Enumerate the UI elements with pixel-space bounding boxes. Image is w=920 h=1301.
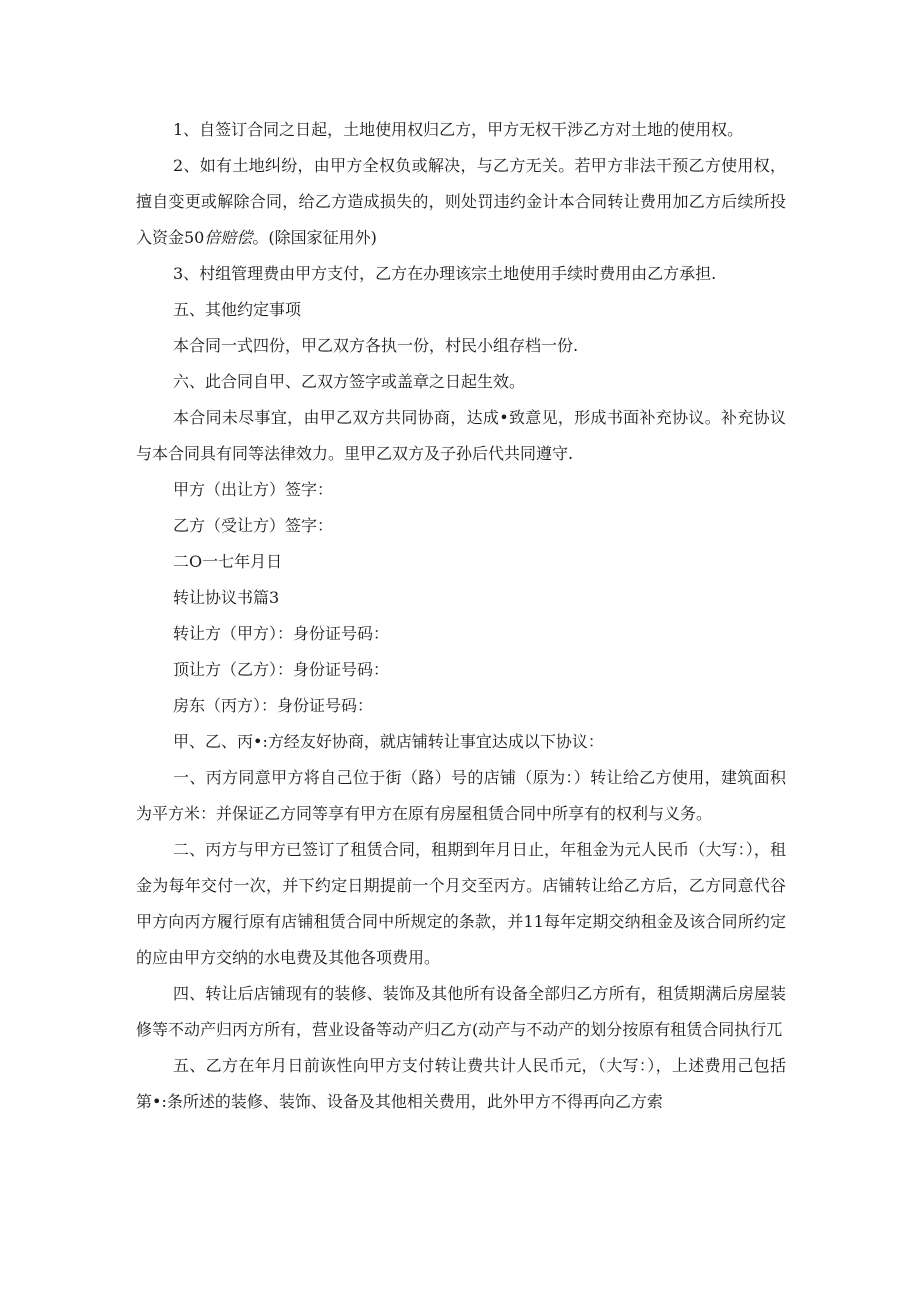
section-heading-other-terms: 五、其他约定事项 (173, 300, 302, 319)
contract-body (136, 112, 786, 1120)
document-section-title: 转让协议书篇3 (173, 588, 280, 607)
clause-2-italic-text: 倍赔偿 (204, 228, 253, 247)
clause-2-text: 2、如有土地纠纷，由甲方全权负或解决，与乙方无关。若甲方非法干预乙方使用权，擅自变更或解除合同，给乙方造成损失的，则处罚违约金计本合同转让费用加乙方后续所投入资金50 (136, 156, 786, 247)
paragraph-supplementary: 本合同未尽事宜，由甲乙双方共同协商，达成•致意见，形成书面补充协议。补充协议与本合同具有同等法律效力。里甲乙双方及子孙后代共同遵守. (136, 408, 786, 463)
signature-party-a: 甲方（出让方）签字： (173, 480, 334, 499)
agreement-intro: 甲、乙、丙•:方经友好协商，就店铺转让事宜达成以下协议： (173, 732, 604, 751)
paragraph-clause-2 (136, 148, 786, 256)
transferee-line: 顶让方（乙方）：身份证号码： (173, 660, 390, 679)
clause-two: 二、丙方与甲方已签订了租赁合同，租期到年月日止，年租金为元人民币（大写：），租金为每年交付一次，并下约定日期提前一个月交至丙方。店铺转让给乙方后，乙方同意代谷甲方向丙方履行原有店铺租赁合同中所规定的条款，并11每年定期交纳租金及该合同所约定的应由甲方交纳的水电费及其他各项费用。 (136, 840, 786, 967)
transferor-line: 转让方（甲方）：身份证号码： (173, 624, 390, 643)
clause-five: 五、乙方在年月日前诙性向甲方支付转让费共计人民币元，（大写：），上述费用己包括第•:条所述的装修、装饰、设备及其他相关费用，此外甲方不得再向乙方索 (136, 1056, 786, 1111)
clause-2-tail: 。(除国家征用外) (252, 228, 377, 247)
landlord-line: 房东（丙方）：身份证号码： (173, 696, 374, 715)
clause-four: 四、转让后店铺现有的装修、装饰及其他所有设备全部归乙方所有，租赁期满后房屋装修等不动产归丙方所有，营业设备等动产归乙方(动产与不动产的划分按原有租赁合同执行兀 (136, 984, 786, 1039)
signature-party-b: 乙方（受让方）签字： (173, 516, 334, 535)
section-heading-effective: 六、此合同自甲、乙双方签字或盖章之日起生效。 (173, 372, 526, 391)
clause-one: 一、丙方同意甲方将自己位于街（路）号的店铺（原为：）转让给乙方使用，建筑面积为平方米：并保证乙方同等享有甲方在原有房屋租赁合同中所享有的权利与义务。 (136, 768, 786, 823)
paragraph-clause-1: 1、自签订合同之日起，土地使用权归乙方，甲方无权干涉乙方对土地的使用权。 (173, 120, 744, 139)
paragraph-copies: 本合同一式四份，甲乙双方各执一份，村民小组存档一份. (173, 336, 579, 355)
signing-date: 二O一七年月日 (173, 552, 283, 571)
paragraph-clause-3: 3、村组管理费由甲方支付，乙方在办理该宗土地使用手续时费用由乙方承担. (173, 264, 717, 283)
